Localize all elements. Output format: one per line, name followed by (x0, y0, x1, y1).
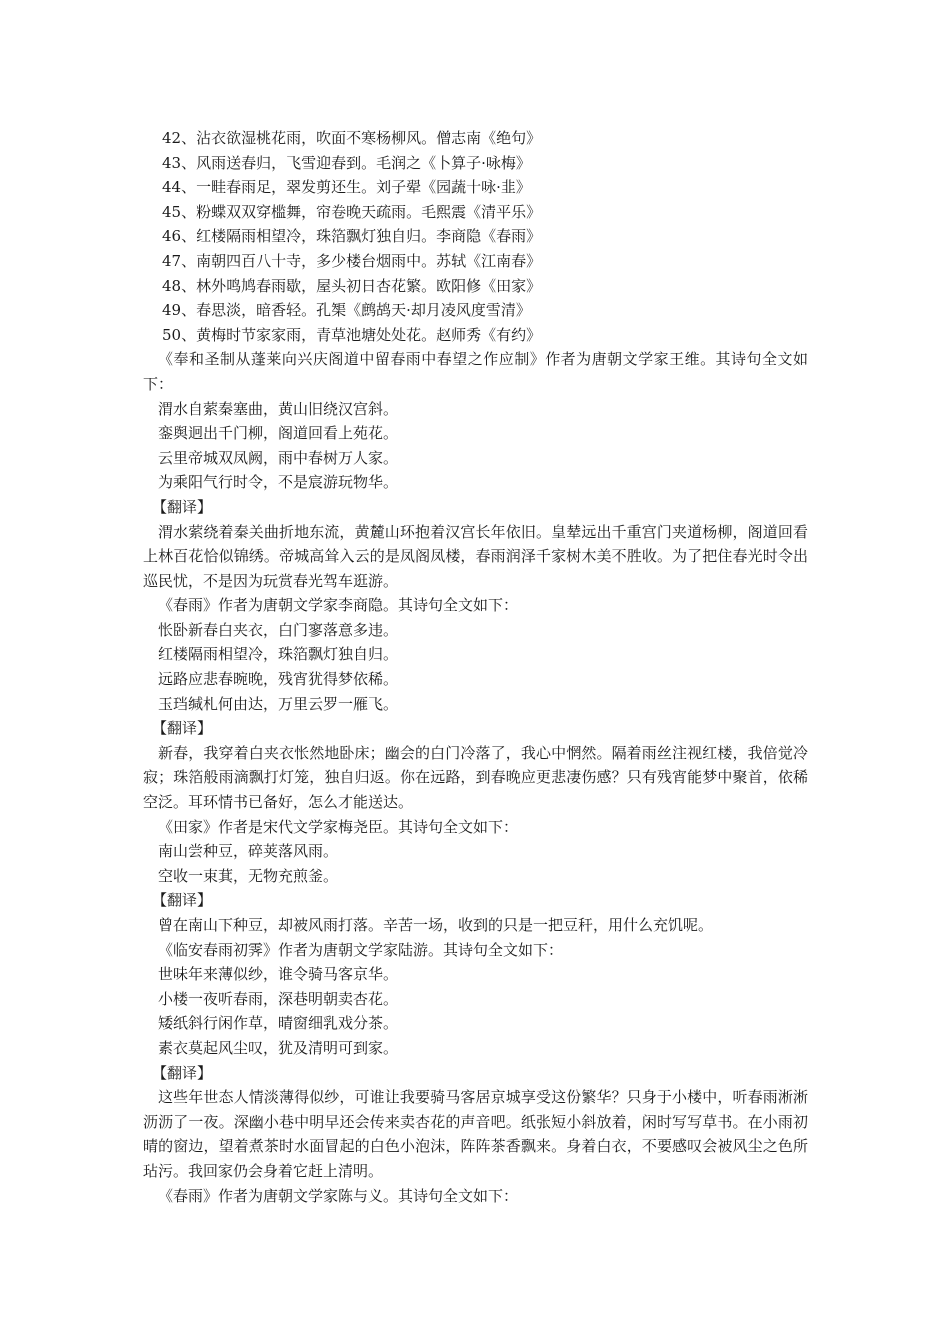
translation-text: 曾在南山下种豆，却被风雨打落。辛苦一场，收到的只是一把豆秆，用什么充饥呢。 (158, 916, 714, 934)
poem-line: 红楼隔雨相望冷，珠箔飘灯独自归。 (158, 645, 399, 664)
poem-intro: 《临安春雨初霁》作者为唐朝文学家陆游。其诗句全文如下： (158, 940, 564, 959)
translation-heading: 【翻译】 (152, 891, 213, 910)
poem-intro: 《春雨》作者为唐朝文学家李商隐。其诗句全文如下： (158, 596, 519, 615)
translation-text: 新春，我穿着白夹衣怅然地卧床；幽会的白门冷落了，我心中惘然。隔着雨丝注视红楼，我倍觉冷寂；珠箔般雨滴飘打灯笼，独自归返。你在远路，到春晚应更悲凄伤感？只有残宵能梦中聚首，依稀空泛。耳环情书已备好，怎么才能送达。 (143, 743, 808, 812)
poem-line: 为乘阳气行时令，不是宸游玩物华。 (158, 473, 399, 492)
poem-line: 小楼一夜听春雨，深巷明朝卖杏花。 (158, 989, 399, 1008)
poem-section-chenyuyi (143, 1184, 808, 1209)
poem-line: 世味年来薄似纱，谁令骑马客京华。 (158, 965, 399, 984)
poem-intro: 《田家》作者是宋代文学家梅尧臣。其诗句全文如下： (158, 817, 519, 836)
poem-line: 空收一束萁，无物充煎釜。 (158, 866, 339, 885)
poem-line: 南山尝种豆，碎荚落风雨。 (158, 842, 339, 861)
poem-section-meiyaochen (143, 815, 808, 938)
poem-intro: 《奉和圣制从蓬莱向兴庆阁道中留春雨中春望之作应制》作者为唐朝文学家王维。其诗句全文如下： (143, 350, 808, 393)
poem-line: 銮舆迥出千门柳，阁道回看上苑花。 (158, 424, 399, 443)
poem-line: 远路应悲春晼晚，残宵犹得梦依稀。 (158, 670, 399, 689)
poem-line: 素衣莫起风尘叹，犹及清明可到家。 (158, 1038, 399, 1057)
poem-intro: 《春雨》作者为唐朝文学家陈与义。其诗句全文如下： (158, 1186, 519, 1205)
list-item: 42、沾衣欲湿桃花雨，吹面不寒杨柳风。僧志南《绝句》 (162, 129, 542, 147)
translation-heading: 【翻译】 (152, 1063, 213, 1082)
quote-list (143, 126, 808, 347)
poem-section-luyou (143, 938, 808, 1184)
translation-heading: 【翻译】 (152, 497, 213, 516)
translation-text: 渭水萦绕着秦关曲折地东流，黄麓山环抱着汉宫长年依旧。皇辇远出千重宫门夹道杨柳，阁道回看上林百花恰似锦绣。帝城高耸入云的是凤阁凤楼，春雨润泽千家树木美不胜收。为了把住春光时令出巡民忧，不是因为玩赏春光驾车逛游。 (143, 522, 808, 590)
list-item: 48、林外鸣鸠春雨歇，屋头初日杏花繁。欧阳修《田家》 (162, 276, 542, 295)
list-item: 47、南朝四百八十寺，多少楼台烟雨中。苏轼《江南春》 (162, 251, 542, 270)
list-item: 44、一畦春雨足，翠发剪还生。刘子翚《园蔬十咏·韭》 (162, 178, 531, 197)
poem-line: 矮纸斜行闲作草，晴窗细乳戏分茶。 (158, 1014, 399, 1033)
poem-line: 渭水自萦秦塞曲，黄山旧绕汉宫斜。 (158, 399, 399, 418)
document-page (143, 126, 808, 1208)
list-item: 43、风雨送春归，飞雪迎春到。毛润之《卜算子·咏梅》 (162, 153, 531, 172)
list-item: 45、粉蝶双双穿槛舞，帘卷晚天疏雨。毛熙震《清平乐》 (162, 202, 542, 221)
list-item: 46、红楼隔雨相望冷，珠箔飘灯独自归。李商隐《春雨》 (162, 227, 542, 246)
list-item: 50、黄梅时节家家雨，青草池塘处处花。赵师秀《有约》 (162, 325, 542, 344)
poem-section-lishangyin (143, 593, 808, 814)
translation-text: 这些年世态人情淡薄得似纱，可谁让我要骑马客居京城享受这份繁华？只身于小楼中，听春雨淅淅沥沥了一夜。深幽小巷中明早还会传来卖杏花的声音吧。纸张短小斜放着，闲时写写草书。在小雨初晴的窗边，望着煮茶时水面冒起的白色小泡沫，阵阵茶香飘来。身着白衣，不要感叹会被风尘之色所玷污。我回家仍会身着它赶上清明。 (143, 1088, 808, 1180)
poem-line: 怅卧新春白夹衣，白门寥落意多违。 (158, 620, 399, 639)
list-item: 49、春思淡，暗香轻。孔榘《鹧鸪天·却月凌风度雪清》 (162, 301, 531, 320)
poem-section-wangwei (143, 347, 808, 593)
poem-line: 玉珰缄札何由达，万里云罗一雁飞。 (158, 694, 399, 713)
poem-line: 云里帝城双凤阙，雨中春树万人家。 (158, 448, 399, 467)
translation-heading: 【翻译】 (152, 719, 213, 738)
